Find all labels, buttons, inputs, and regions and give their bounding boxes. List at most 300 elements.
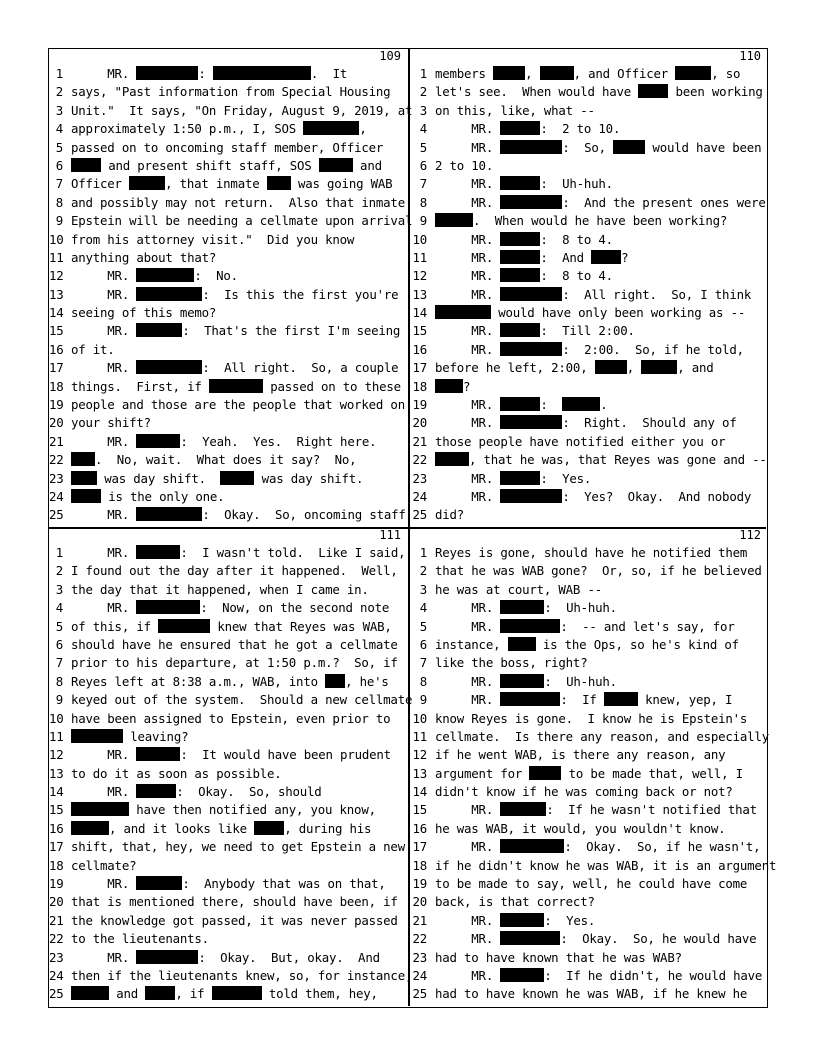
line-text: would have been — [645, 139, 762, 155]
line-text: was day shift. — [254, 470, 364, 486]
line-text: : 2:00. So, if he told, — [562, 341, 744, 357]
line-number: 11 — [49, 728, 64, 744]
transcript-line — [409, 102, 767, 120]
line-number: 2 — [55, 563, 63, 579]
line-text: back, is that correct? — [435, 894, 595, 910]
transcript-line — [409, 139, 767, 157]
transcript-line — [49, 83, 407, 101]
line-text: ? — [463, 378, 471, 394]
line-text: argument for — [435, 765, 530, 781]
redaction-bar — [435, 379, 463, 393]
line-text: have been assigned to Epstein, even prior to — [71, 710, 391, 726]
line-text: had to have known he was WAB, if he knew he — [435, 986, 748, 1002]
line-text: : 8 to 4. — [540, 268, 613, 284]
transcript-line — [409, 488, 767, 506]
transcript-line — [49, 470, 407, 488]
transcript-line — [409, 231, 767, 249]
transcript-line — [49, 322, 407, 340]
line-text: know Reyes is gone. I know he is Epstein's — [435, 710, 748, 726]
page-number: 110 — [739, 49, 761, 63]
transcript-page-109 — [49, 49, 413, 527]
line-text: , he's — [345, 673, 389, 689]
redaction-bar — [136, 434, 180, 448]
line-text: that is mentioned there, should have been, if — [71, 894, 398, 910]
line-number: 20 — [49, 415, 64, 431]
redaction-bar — [562, 397, 600, 411]
line-text: before he left, 2:00, — [435, 360, 595, 376]
line-number: 16 — [49, 341, 64, 357]
line-text: : Yes. — [540, 470, 592, 486]
line-text: . No, wait. What does it say? No, — [95, 452, 357, 468]
line-text: : Now, on the second note — [200, 600, 390, 616]
line-number: 24 — [412, 967, 427, 983]
line-text: and possibly may not return. Also that inmate — [71, 194, 405, 210]
transcript-line — [49, 728, 407, 746]
transcript-line — [49, 599, 407, 617]
transcript-line — [49, 175, 407, 193]
line-text: Officer — [71, 176, 130, 192]
redaction-bar — [529, 766, 561, 780]
transcript-line — [409, 728, 767, 746]
line-text: : 2 to 10. — [540, 121, 621, 137]
line-text: those people have notified either you or — [435, 433, 726, 449]
line-number: 18 — [49, 378, 64, 394]
transcript-line — [409, 857, 777, 875]
line-number: 16 — [49, 820, 64, 836]
line-text: : Is this the first you're — [202, 286, 399, 302]
line-number: 24 — [412, 488, 427, 504]
line-text: MR. — [435, 470, 501, 486]
redaction-bar — [213, 66, 311, 80]
transcript-line — [409, 83, 767, 101]
redaction-bar — [136, 747, 180, 761]
line-text: : Okay. So, should — [176, 784, 322, 800]
line-text: MR. — [435, 839, 501, 855]
line-text: , if — [175, 986, 212, 1002]
line-number: 5 — [419, 139, 427, 155]
transcript-line — [49, 359, 407, 377]
line-text: MR. — [435, 249, 501, 265]
line-number: 9 — [55, 213, 63, 229]
redaction-bar — [158, 619, 210, 633]
line-text: MR. — [435, 286, 501, 302]
line-number: 15 — [412, 323, 427, 339]
line-text: MR. — [71, 323, 137, 339]
line-number: 23 — [412, 470, 427, 486]
transcript-line — [49, 102, 413, 120]
transcript-line — [409, 746, 767, 764]
redaction-bar — [500, 250, 540, 264]
line-number: 6 — [55, 636, 63, 652]
line-text: MR. — [435, 176, 501, 192]
redaction-bar — [435, 213, 473, 227]
line-text: MR. — [435, 323, 501, 339]
line-number: 6 — [55, 157, 63, 173]
line-number: 3 — [419, 102, 427, 118]
transcript-line — [49, 506, 407, 524]
line-text: from his attorney visit." Did you know — [71, 231, 355, 247]
line-text: , that inmate — [165, 176, 267, 192]
redaction-bar — [500, 287, 562, 301]
line-text: ? — [621, 249, 629, 265]
line-number: 15 — [49, 802, 64, 818]
line-text: MR. — [71, 286, 137, 302]
redaction-bar — [254, 821, 284, 835]
line-text: Unit." It says, "On Friday, August 9, 2019, at — [71, 102, 413, 118]
redaction-bar — [500, 968, 544, 982]
line-number: 5 — [55, 618, 63, 634]
line-text: : 8 to 4. — [540, 231, 613, 247]
transcript-line — [49, 820, 407, 838]
transcript-line — [409, 157, 767, 175]
transcript-line — [409, 673, 767, 691]
line-text: MR. — [435, 121, 501, 137]
line-number: 5 — [55, 139, 63, 155]
transcript-line — [409, 838, 767, 856]
line-number: 13 — [412, 765, 427, 781]
line-text: your shift? — [71, 415, 151, 431]
line-text: : If — [560, 692, 604, 708]
line-text: didn't know if he was coming back or not? — [435, 784, 733, 800]
line-text: . It — [310, 66, 348, 81]
line-text: : Okay. So, if he wasn't, — [564, 839, 761, 855]
transcript-line — [49, 249, 407, 267]
transcript-line — [49, 967, 413, 985]
line-text: , — [525, 66, 540, 81]
transcript-line — [409, 765, 767, 783]
line-text: shift, that, hey, we need to get Epstein a new — [71, 839, 405, 855]
redaction-bar — [500, 600, 544, 614]
line-number: 14 — [412, 784, 427, 800]
line-number: 10 — [49, 231, 64, 247]
line-text: leaving? — [123, 728, 189, 744]
line-number: 7 — [419, 655, 427, 671]
line-number: 14 — [49, 784, 64, 800]
transcript-line — [49, 636, 407, 654]
transcript-line — [49, 875, 407, 893]
line-text: members — [435, 66, 494, 81]
transcript-line — [409, 801, 767, 819]
transcript-lines — [409, 544, 777, 1004]
transcript-line — [49, 120, 407, 138]
transcript-line — [49, 930, 407, 948]
redaction-bar — [136, 876, 182, 890]
line-text: and — [352, 157, 382, 173]
line-number: 22 — [412, 452, 427, 468]
line-number: 23 — [49, 949, 64, 965]
transcript-line — [409, 544, 767, 562]
redaction-bar — [638, 84, 668, 98]
line-text: 2 to 10. — [435, 157, 494, 173]
line-number: 1 — [55, 66, 63, 81]
line-text: : And the present ones were — [562, 194, 766, 210]
line-text: : If he wasn't notified that — [546, 802, 757, 818]
line-text: Reyes left at 8:38 a.m., WAB, into — [71, 673, 326, 689]
transcript-line — [409, 912, 767, 930]
line-number: 22 — [412, 931, 427, 947]
line-number: 21 — [49, 912, 64, 928]
line-text: : Right. Should any of — [562, 415, 737, 431]
transcript-page-111 — [49, 528, 413, 1006]
transcript-line — [49, 581, 407, 599]
line-text: did? — [435, 507, 465, 523]
redaction-bar — [145, 986, 175, 1000]
line-number: 17 — [412, 839, 427, 855]
transcript-line — [409, 194, 767, 212]
redaction-bar — [71, 821, 109, 835]
line-text: of it. — [71, 341, 115, 357]
line-number: 5 — [419, 618, 427, 634]
transcript-line — [49, 341, 407, 359]
transcript-line — [49, 414, 407, 432]
transcript-lines — [49, 544, 413, 1004]
redaction-bar — [595, 360, 627, 374]
line-number: 1 — [55, 545, 63, 560]
transcript-line — [49, 710, 407, 728]
line-text: cellmate? — [71, 857, 137, 873]
line-text: that he was WAB gone? Or, so, if he believed — [435, 563, 762, 579]
transcript-line — [409, 175, 767, 193]
line-number: 6 — [419, 157, 427, 173]
redaction-bar — [613, 140, 645, 154]
line-number: 16 — [412, 341, 427, 357]
redaction-bar — [136, 545, 180, 559]
line-number: 18 — [49, 857, 64, 873]
line-text: anything about that? — [71, 249, 217, 265]
transcript-line — [409, 359, 767, 377]
redaction-bar — [500, 839, 564, 853]
transcript-line — [409, 212, 767, 230]
transcript-line — [409, 322, 767, 340]
line-number: 17 — [49, 839, 64, 855]
line-text: , — [626, 360, 642, 376]
line-number: 4 — [55, 600, 63, 616]
line-text: MR. — [71, 747, 137, 763]
redaction-bar — [500, 619, 560, 633]
line-number: 12 — [412, 747, 427, 763]
line-text: MR. — [71, 268, 137, 284]
line-number: 2 — [419, 84, 427, 100]
redaction-bar — [71, 158, 101, 172]
line-text: MR. — [71, 433, 137, 449]
redaction-bar — [435, 305, 491, 319]
line-text: , — [359, 121, 367, 137]
redaction-bar — [591, 250, 621, 264]
line-text: and present shift staff, SOS — [101, 157, 319, 173]
transcript-line — [409, 341, 767, 359]
redaction-bar — [136, 600, 200, 614]
transcript-line — [409, 636, 767, 654]
line-text: : No. — [194, 268, 238, 284]
redaction-bar — [493, 66, 525, 80]
transcript-line — [409, 618, 767, 636]
line-text: on this, like, what -- — [435, 102, 595, 118]
line-text: let's see. When would have — [435, 84, 639, 100]
transcript-line — [409, 506, 767, 524]
line-number: 20 — [49, 894, 64, 910]
transcript-line — [409, 470, 767, 488]
line-text: , so — [711, 66, 741, 81]
line-text: MR. — [71, 949, 137, 965]
transcript-line — [409, 414, 767, 432]
line-number: 9 — [419, 692, 427, 708]
line-text: , during his — [284, 820, 372, 836]
line-text: : Uh-huh. — [544, 600, 617, 616]
transcript-sheet — [48, 48, 777, 1008]
line-number: 3 — [55, 581, 63, 597]
line-number: 8 — [419, 194, 427, 210]
line-number: 14 — [412, 305, 427, 321]
line-text: MR. — [435, 673, 501, 689]
transcript-line — [49, 488, 407, 506]
transcript-line — [409, 949, 767, 967]
line-text: then if the lieutenants knew, so, for instance, — [71, 967, 413, 983]
redaction-bar — [136, 360, 202, 374]
line-number: 10 — [412, 231, 427, 247]
line-number: 18 — [412, 857, 427, 873]
line-text: : — [540, 397, 563, 413]
transcript-line — [49, 139, 407, 157]
line-text: : Yes? Okay. And nobody — [562, 488, 752, 504]
line-text: : All right. So, a couple — [202, 360, 399, 376]
line-text: he was at court, WAB -- — [435, 581, 602, 597]
redaction-bar — [500, 268, 540, 282]
line-number: 9 — [55, 692, 63, 708]
redaction-bar — [500, 913, 544, 927]
transcript-line — [409, 433, 767, 451]
transcript-line — [49, 949, 407, 967]
transcript-line — [49, 618, 407, 636]
transcript-line — [49, 231, 407, 249]
line-text: : Anybody that was on that, — [182, 876, 386, 892]
redaction-bar — [500, 802, 546, 816]
line-text: : And — [540, 249, 592, 265]
redaction-bar — [212, 986, 262, 1000]
transcript-line — [49, 857, 407, 875]
line-number: 4 — [419, 600, 427, 616]
line-text: Epstein will be needing a cellmate upon arrival — [71, 213, 413, 229]
line-number: 8 — [419, 673, 427, 689]
line-text: like the boss, right? — [435, 655, 588, 671]
transcript-line — [49, 985, 407, 1003]
redaction-bar — [604, 692, 638, 706]
line-text: to be made that, well, I — [561, 765, 743, 781]
line-text: prior to his departure, at 1:50 p.m.? So, if — [71, 655, 398, 671]
transcript-line — [409, 985, 767, 1003]
transcript-line — [49, 65, 407, 83]
line-text: MR. — [71, 784, 137, 800]
redaction-bar — [500, 342, 562, 356]
transcript-line — [49, 912, 407, 930]
line-number: 2 — [55, 84, 63, 100]
redaction-bar — [136, 66, 198, 80]
line-number: 15 — [412, 802, 427, 818]
transcript-line — [49, 286, 407, 304]
line-number: 7 — [419, 176, 427, 192]
line-number: 23 — [49, 470, 64, 486]
line-text: MR. — [71, 600, 137, 616]
transcript-line — [49, 562, 407, 580]
line-text: MR. — [435, 488, 501, 504]
line-text: : Uh-huh. — [544, 673, 617, 689]
line-number: 18 — [412, 378, 427, 394]
redaction-bar — [220, 471, 254, 485]
line-number: 23 — [412, 949, 427, 965]
line-text: : All right. So, I think — [562, 286, 752, 302]
line-number: 14 — [49, 305, 64, 321]
line-number: 11 — [49, 249, 64, 265]
transcript-line — [409, 378, 767, 396]
line-text: : That's the first I'm seeing — [182, 323, 401, 339]
line-number: 7 — [55, 176, 63, 192]
redaction-bar — [500, 471, 540, 485]
line-text: MR. — [435, 231, 501, 247]
transcript-line — [49, 783, 407, 801]
redaction-bar — [508, 637, 536, 651]
line-text: to the lieutenants. — [71, 931, 209, 947]
line-text: seeing of this memo? — [71, 305, 217, 321]
line-text: : Okay. But, okay. And — [198, 949, 380, 965]
line-text: approximately 1:50 p.m., I, SOS — [71, 121, 304, 137]
line-number: 21 — [412, 912, 427, 928]
line-text: is the Ops, so he's kind of — [535, 636, 739, 652]
redaction-bar — [71, 471, 97, 485]
line-text: MR. — [435, 692, 501, 708]
line-text: have then notified any, you know, — [129, 802, 376, 818]
line-number: 7 — [55, 655, 63, 671]
redaction-bar — [500, 323, 540, 337]
line-text: MR. — [435, 397, 501, 413]
line-number: 22 — [49, 931, 64, 947]
line-number: 25 — [412, 986, 427, 1002]
transcript-line — [49, 544, 407, 562]
line-number: 3 — [419, 581, 427, 597]
transcript-line — [409, 120, 767, 138]
line-text: MR. — [71, 360, 137, 376]
transcript-line — [409, 65, 767, 83]
transcript-line — [409, 820, 767, 838]
transcript-line — [409, 875, 767, 893]
line-number: 13 — [49, 765, 64, 781]
redaction-bar — [136, 950, 198, 964]
line-text: I found out the day after it happened. Well, — [71, 563, 398, 579]
line-text: passed on to oncoming staff member, Officer — [71, 139, 384, 155]
line-text: would have only been working as -- — [491, 305, 746, 321]
line-number: 11 — [412, 249, 427, 265]
line-number: 20 — [412, 415, 427, 431]
redaction-bar — [675, 66, 711, 80]
redaction-bar — [500, 195, 562, 209]
line-number: 9 — [419, 213, 427, 229]
line-text: the day that it happened, when I came in. — [71, 581, 369, 597]
transcript-line — [49, 451, 407, 469]
line-text: : Okay. So, oncoming staff — [202, 507, 406, 523]
transcript-line — [409, 304, 767, 322]
transcript-line — [409, 710, 767, 728]
line-text: keyed out of the system. Should a new cellmate — [71, 692, 413, 708]
transcript-line — [49, 838, 407, 856]
line-text: : Till 2:00. — [540, 323, 635, 339]
line-number: 24 — [49, 967, 64, 983]
line-text: told them, hey, — [261, 986, 378, 1002]
line-text: MR. — [435, 912, 501, 928]
line-text: MR. — [71, 507, 137, 523]
redaction-bar — [500, 176, 540, 190]
redaction-bar — [136, 287, 202, 301]
line-number: 8 — [55, 194, 63, 210]
transcript-line — [49, 801, 407, 819]
line-number: 21 — [49, 433, 64, 449]
